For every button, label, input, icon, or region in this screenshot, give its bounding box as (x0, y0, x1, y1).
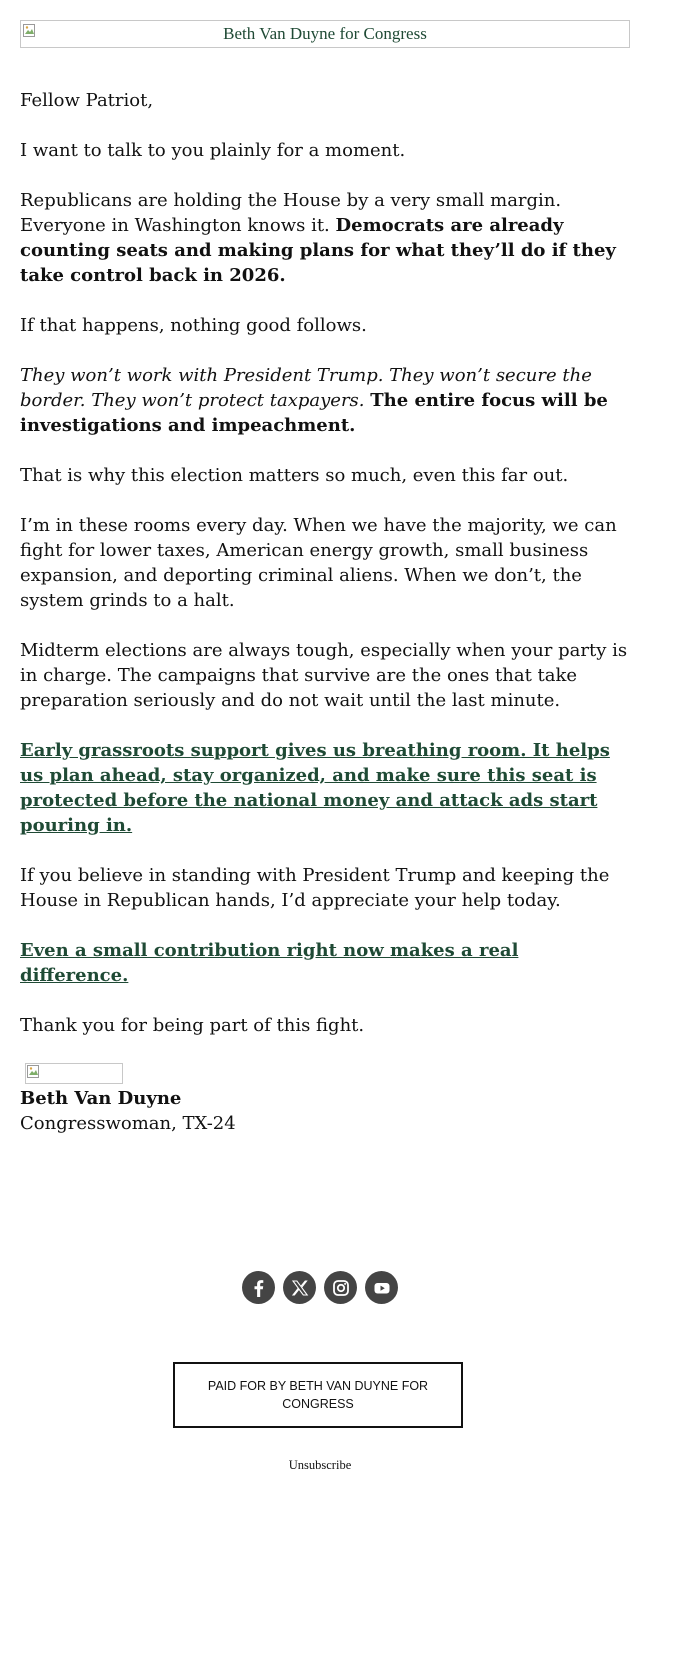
social-links (0, 1271, 640, 1304)
facebook-icon[interactable] (242, 1271, 275, 1304)
signature-name: Beth Van Duyne (20, 1088, 182, 1109)
paragraph: Thank you for being part of this fight. (20, 1015, 365, 1036)
letter-body (20, 88, 630, 1038)
paragraph: Midterm elections are always tough, especially when your party is in charge. The campaigns that survive are the ones that take preparation seriously and do not wait until the last minute. (20, 640, 628, 711)
broken-image-icon (23, 24, 37, 38)
paragraph (20, 738, 630, 838)
unsubscribe-link[interactable]: Unsubscribe (288, 1458, 352, 1472)
paragraph-text: Republicans are holding the House by a very small margin. Everyone in Washington knows it. (20, 190, 562, 236)
paragraph (20, 938, 630, 988)
emphasis-text: The entire focus will be investigations and impeachment. (20, 390, 608, 436)
header-image-alt-text: Beth Van Duyne for Congress (223, 24, 427, 43)
email-body (20, 20, 630, 1136)
paragraph: That is why this election matters so much, even this far out. (20, 465, 569, 486)
header-image (20, 20, 630, 48)
paragraph (20, 188, 630, 288)
disclaimer-text: PAID FOR BY BETH VAN DUYNE FOR CONGRESS (207, 1379, 429, 1411)
donate-link-contribution[interactable]: Even a small contribution right now makes a real difference. (20, 940, 519, 986)
italic-text: They won’t work with President Trump. They won’t secure the border. They won’t protect taxpayers. (20, 365, 592, 411)
broken-image-icon (27, 1065, 41, 1079)
paragraph: I want to talk to you plainly for a moment. (20, 140, 406, 161)
emphasis-text: Democrats are already counting seats and making plans for what they’ll do if they take control back in 2026. (20, 215, 616, 286)
paid-for-disclaimer (173, 1362, 463, 1428)
paragraph: If that happens, nothing good follows. (20, 315, 367, 336)
greeting: Fellow Patriot, (20, 90, 154, 111)
instagram-icon[interactable] (324, 1271, 357, 1304)
paragraph: I’m in these rooms every day. When we have the majority, we can fight for lower taxes, American energy growth, small business expansion, and deporting criminal aliens. When we don’t, the system grinds to a halt. (20, 515, 617, 611)
paragraph (20, 363, 630, 438)
donate-link-grassroots[interactable]: Early grassroots support gives us breathing room. It helps us plan ahead, stay organized, and make sure this seat is protected before the national money and attack ads start pouring in. (20, 740, 610, 836)
youtube-icon[interactable] (365, 1271, 398, 1304)
x-icon[interactable] (283, 1271, 316, 1304)
signature-image (25, 1063, 123, 1084)
signature-title: Congresswoman, TX-24 (20, 1113, 236, 1134)
paragraph: If you believe in standing with President Trump and keeping the House in Republican hands, I’d appreciate your help today. (20, 865, 610, 911)
